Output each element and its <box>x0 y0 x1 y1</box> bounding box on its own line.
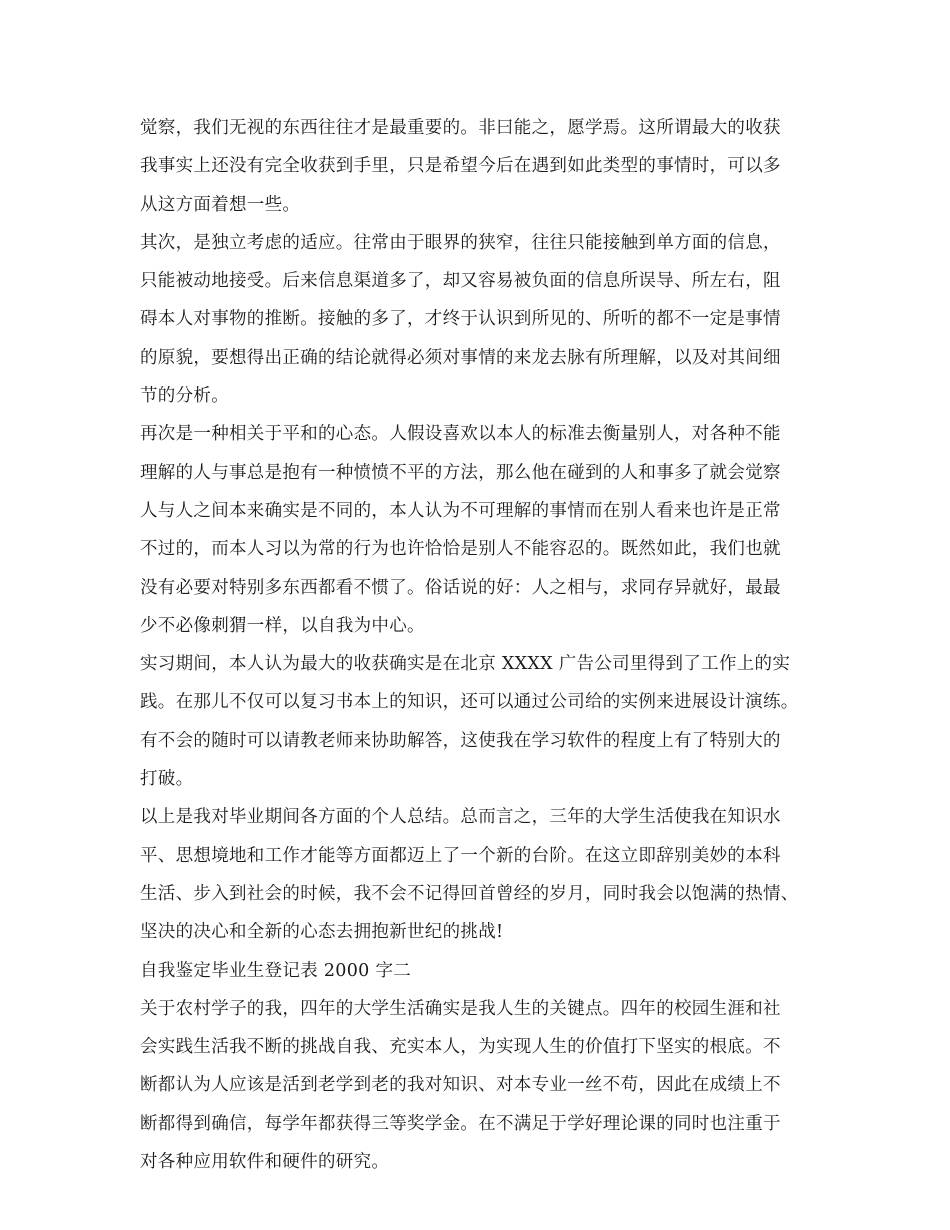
text-line: 其次，是独立考虑的适应。往常由于眼界的狭窄，往往只能接触到单方面的信息， <box>140 232 781 253</box>
text-line: 以上是我对毕业期间各方面的个人总结。总而言之，三年的大学生活使我在知识水 <box>140 807 781 828</box>
text-line: 人与人之间本来确实是不同的，本人认为不可理解的事情而在别人看来也许是正常 <box>140 500 781 521</box>
text-line: 有不会的随时可以请教老师来协助解答，这使我在学习软件的程度上有了特别大的 <box>140 730 781 751</box>
text-line: 再次是一种相关于平和的心态。人假设喜欢以本人的标准去衡量别人，对各种不能 <box>140 424 781 445</box>
text-line: 没有必要对特别多东西都看不惯了。俗话说的好：人之相与，求同存异就好，最最 <box>140 577 781 598</box>
text-line: 会实践生活我不断的挑战自我、充实本人，为实现人生的价值打下坚实的根底。不 <box>140 1037 781 1058</box>
text-line: 生活、步入到社会的时候，我不会不记得回首曾经的岁月，同时我会以饱满的热情、 <box>140 883 799 904</box>
text-line: 坚决的决心和全新的心态去拥抱新世纪的挑战! <box>140 922 504 943</box>
text-line: 碍本人对事物的推断。接触的多了，才终于认识到所见的、所听的都不一定是事情 <box>140 309 781 330</box>
section-heading: 自我鉴定毕业生登记表 2000 字二 <box>140 960 412 981</box>
text-line: 我事实上还没有完全收获到手里，只是希望今后在遇到如此类型的事情时，可以多 <box>140 156 781 177</box>
document-body <box>140 109 830 1181</box>
text-line: 关于农村学子的我，四年的大学生活确实是我人生的关键点。四年的校园生涯和社 <box>140 998 781 1019</box>
text-line: 节的分析。 <box>140 386 229 407</box>
text-line: 平、思想境地和工作才能等方面都迈上了一个新的台阶。在这立即辞别美妙的本科 <box>140 845 781 866</box>
text-line: 不过的，而本人习以为常的行为也许恰恰是别人不能容忍的。既然如此，我们也就 <box>140 539 781 560</box>
text-line: 觉察，我们无视的东西往往才是最重要的。非曰能之，愿学焉。这所谓最大的收获 <box>140 118 781 138</box>
text-line: 对各种应用软件和硬件的研究。 <box>140 1152 390 1173</box>
text-line: 的原貌，要想得出正确的结论就得必须对事情的来龙去脉有所理解，以及对其间细 <box>140 347 781 368</box>
text-line: 只能被动地接受。后来信息渠道多了，却又容易被负面的信息所误导、所左右，阻 <box>140 271 781 292</box>
text-line: 践。在那儿不仅可以复习书本上的知识，还可以通过公司给的实例来进展设计演练。 <box>140 692 799 713</box>
text-line: 理解的人与事总是抱有一种愤愤不平的方法，那么他在碰到的人和事多了就会觉察 <box>140 462 781 483</box>
text-line: 断都得到确信，每学年都获得三等奖学金。在不满足于学好理论课的同时也注重于 <box>140 1113 781 1134</box>
text-line: 从这方面着想一些。 <box>140 194 301 215</box>
text-line: 少不必像刺猬一样，以自我为中心。 <box>140 615 425 636</box>
text-line: 打破。 <box>140 769 194 790</box>
text-line: 断都认为人应该是活到老学到老的我对知识、对本专业一丝不苟，因此在成绩上不 <box>140 1075 781 1096</box>
text-line: 实习期间，本人认为最大的收获确实是在北京 XXXX 广告公司里得到了工作上的实 <box>140 654 791 675</box>
